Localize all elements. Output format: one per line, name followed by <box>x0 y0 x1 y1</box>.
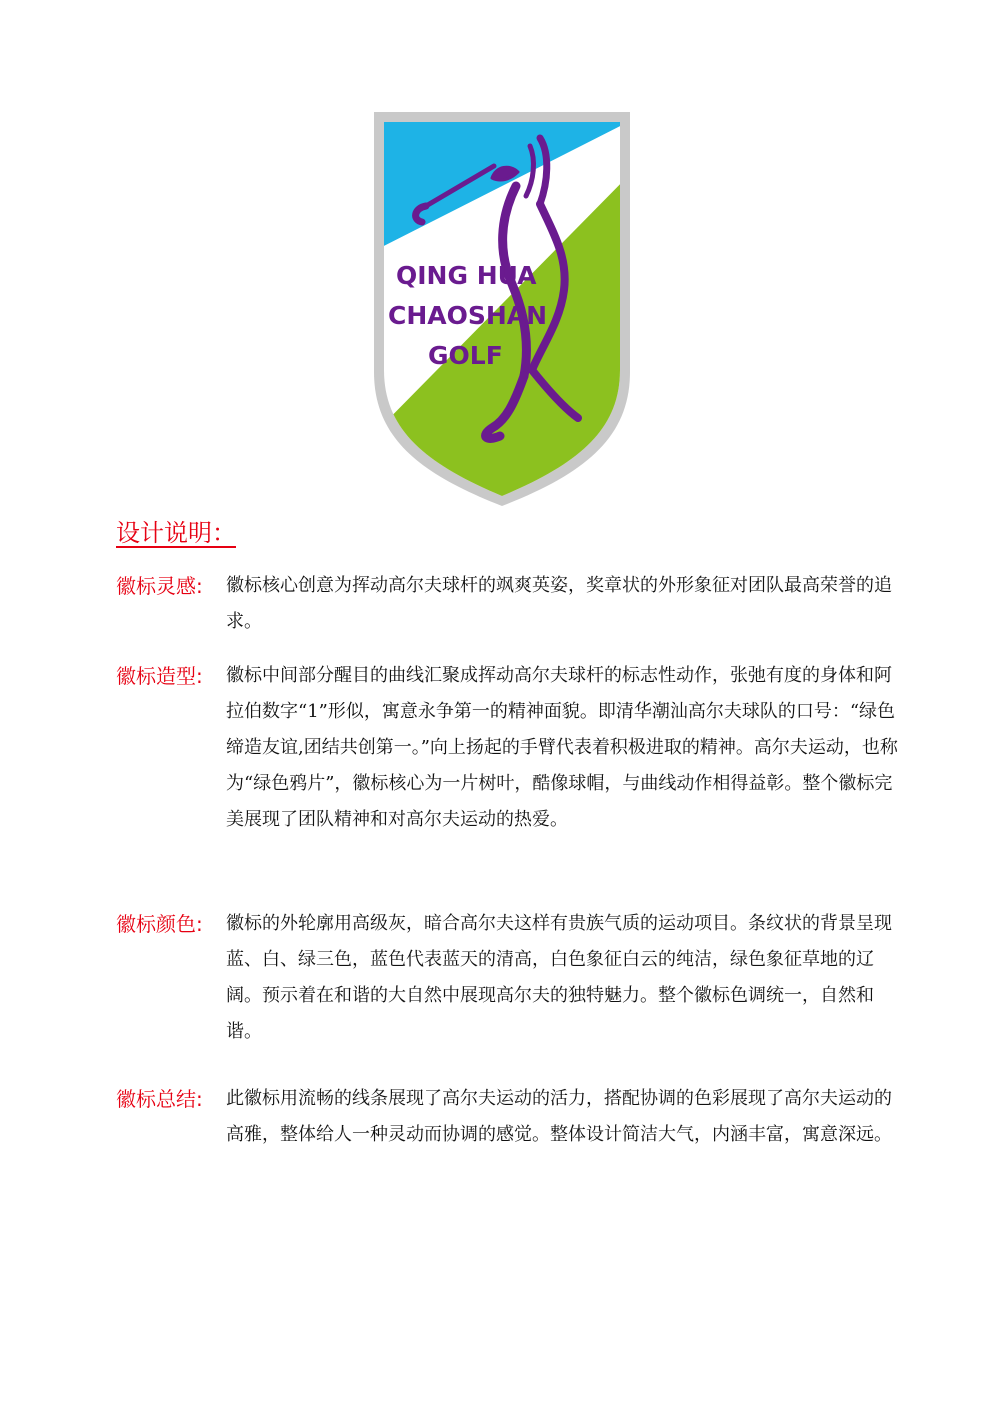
section-label: 徽标灵感: <box>116 574 203 598</box>
section-label: 徽标造型: <box>116 664 203 688</box>
logo-text-line-1: QING HUA <box>396 261 537 290</box>
section-text: 徽标的外轮廓用高级灰，暗合高尔夫这样有贵族气质的运动项目。条纹状的背景呈现蓝、白、绿三色，蓝色代表蓝天的清高，白色象征白云的纯洁，绿色象征草地的辽阔。预示着在和谐的大自然中展现高尔夫的独特魅力。整个徽标色调统一，自然和谐。 <box>226 913 892 1042</box>
section-text: 徽标中间部分醒目的曲线汇聚成挥动高尔夫球杆的标志性动作，张弛有度的身体和阿拉伯数字“1”形似，寓意永争第一的精神面貌。即清华潮汕高尔夫球队的口号：“绿色缔造友谊,团结共创第一。”向上扬起的手臂代表着积极进取的精神。高尔夫运动，也称为“绿色鸦片”，徽标核心为一片树叶，酷像球帽，与曲线动作相得益彰。整个徽标完美展现了团队精神和对高尔夫运动的热爱。 <box>226 665 898 830</box>
logo-text-line-3: GOLF <box>428 341 503 370</box>
team-logo <box>364 108 640 508</box>
section-label: 徽标总结: <box>116 1087 203 1111</box>
section-label: 徽标颜色: <box>116 912 203 936</box>
logo-text-line-2: CHAOSHAN <box>388 301 548 330</box>
section-text: 徽标核心创意为挥动高尔夫球杆的飒爽英姿，奖章状的外形象征对团队最高荣誉的追求。 <box>226 575 892 632</box>
section-text: 此徽标用流畅的线条展现了高尔夫运动的活力，搭配协调的色彩展现了高尔夫运动的高雅，整体给人一种灵动而协调的感觉。整体设计简洁大气，内涵丰富，寓意深远。 <box>226 1088 892 1145</box>
golf-badge-logo <box>364 108 640 508</box>
design-description-heading: 设计说明： <box>116 519 236 547</box>
